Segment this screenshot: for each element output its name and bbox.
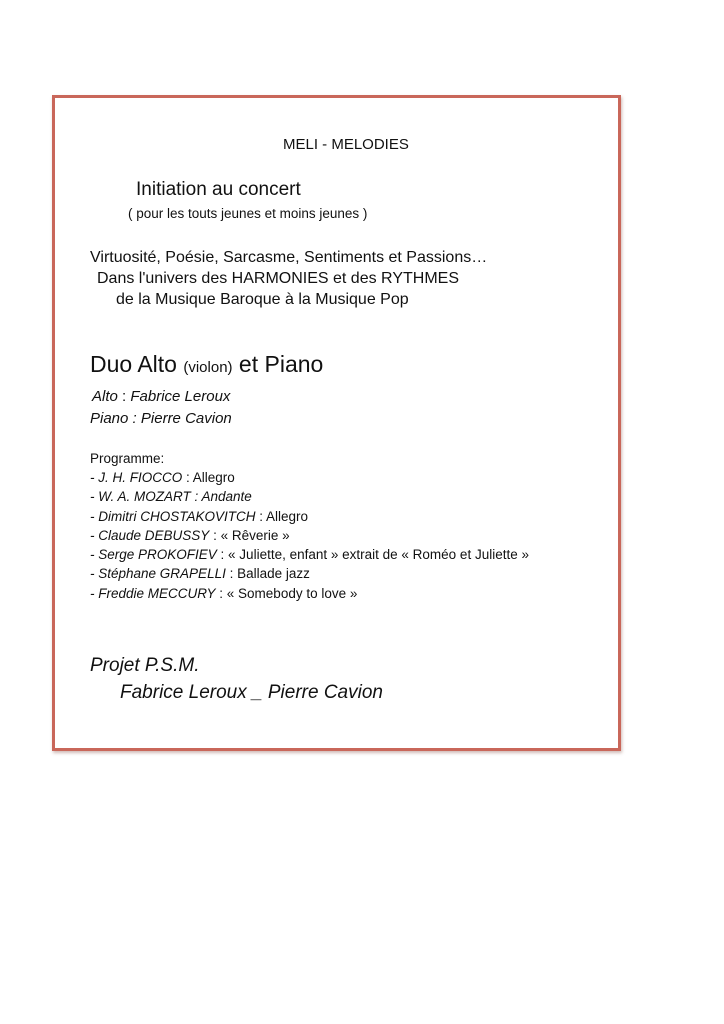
performer-separator: :	[117, 388, 131, 405]
performer-role: Alto	[92, 388, 118, 405]
performer-name: Fabrice Leroux	[130, 388, 231, 405]
programme-piece: : Ballade jazz	[225, 566, 310, 582]
performer-name: Pierre Cavion	[140, 410, 232, 427]
ensemble-suffix: et Piano	[238, 351, 324, 377]
programme-piece: : « Rêverie »	[209, 527, 290, 543]
performer-role: Piano	[90, 410, 129, 427]
programme-item	[90, 471, 529, 490]
series-title: MELI - MELODIES	[283, 136, 409, 153]
programme-composer: - Claude DEBUSSY	[90, 527, 210, 543]
project-title: Projet P.S.M.	[90, 655, 200, 676]
concert-subtitle: Initiation au concert	[136, 179, 301, 200]
programme-item	[90, 510, 529, 529]
ensemble-prefix: Duo Alto	[90, 351, 177, 377]
programme-item	[90, 567, 529, 586]
programme-composer: - J. H. FIOCCO	[90, 470, 183, 485]
performer-separator: :	[128, 410, 141, 427]
ensemble-note: (violon)	[183, 359, 233, 376]
programme-item	[90, 587, 529, 606]
programme-list	[90, 471, 529, 606]
project-authors: Fabrice Leroux _ Pierre Cavion	[120, 682, 383, 703]
performer-piano	[90, 411, 232, 426]
programme-composer: - Dimitri CHOSTAKOVITCH	[90, 508, 256, 524]
performer-alto	[92, 389, 230, 404]
programme-piece: : « Somebody to love »	[215, 585, 358, 601]
programme-composer: - Serge PROKOFIEV	[90, 547, 217, 563]
description-line-2: Dans l'univers des HARMONIES et des RYTHMES	[97, 270, 459, 287]
ensemble-heading	[90, 353, 323, 376]
programme-item	[90, 490, 529, 509]
programme-composer: - Stéphane GRAPELLI	[90, 566, 226, 582]
programme-piece: : Allegro	[255, 508, 309, 524]
programme-composer: - Freddie MECCURY	[90, 585, 216, 601]
programme-piece: : « Juliette, enfant » extrait de « Roméo et Juliette »	[216, 547, 529, 563]
programme-item	[90, 548, 529, 567]
programme-piece: : Allegro	[182, 470, 235, 485]
programme-item	[90, 529, 529, 548]
audience-note: ( pour les touts jeunes et moins jeunes )	[128, 206, 368, 221]
description-line-3: de la Musique Baroque à la Musique Pop	[116, 291, 409, 308]
programme-label: Programme:	[90, 451, 165, 466]
description-line-1: Virtuosité, Poésie, Sarcasme, Sentiments et Passions…	[90, 249, 488, 266]
programme-composer: - W. A. MOZART : Andante	[90, 489, 252, 505]
